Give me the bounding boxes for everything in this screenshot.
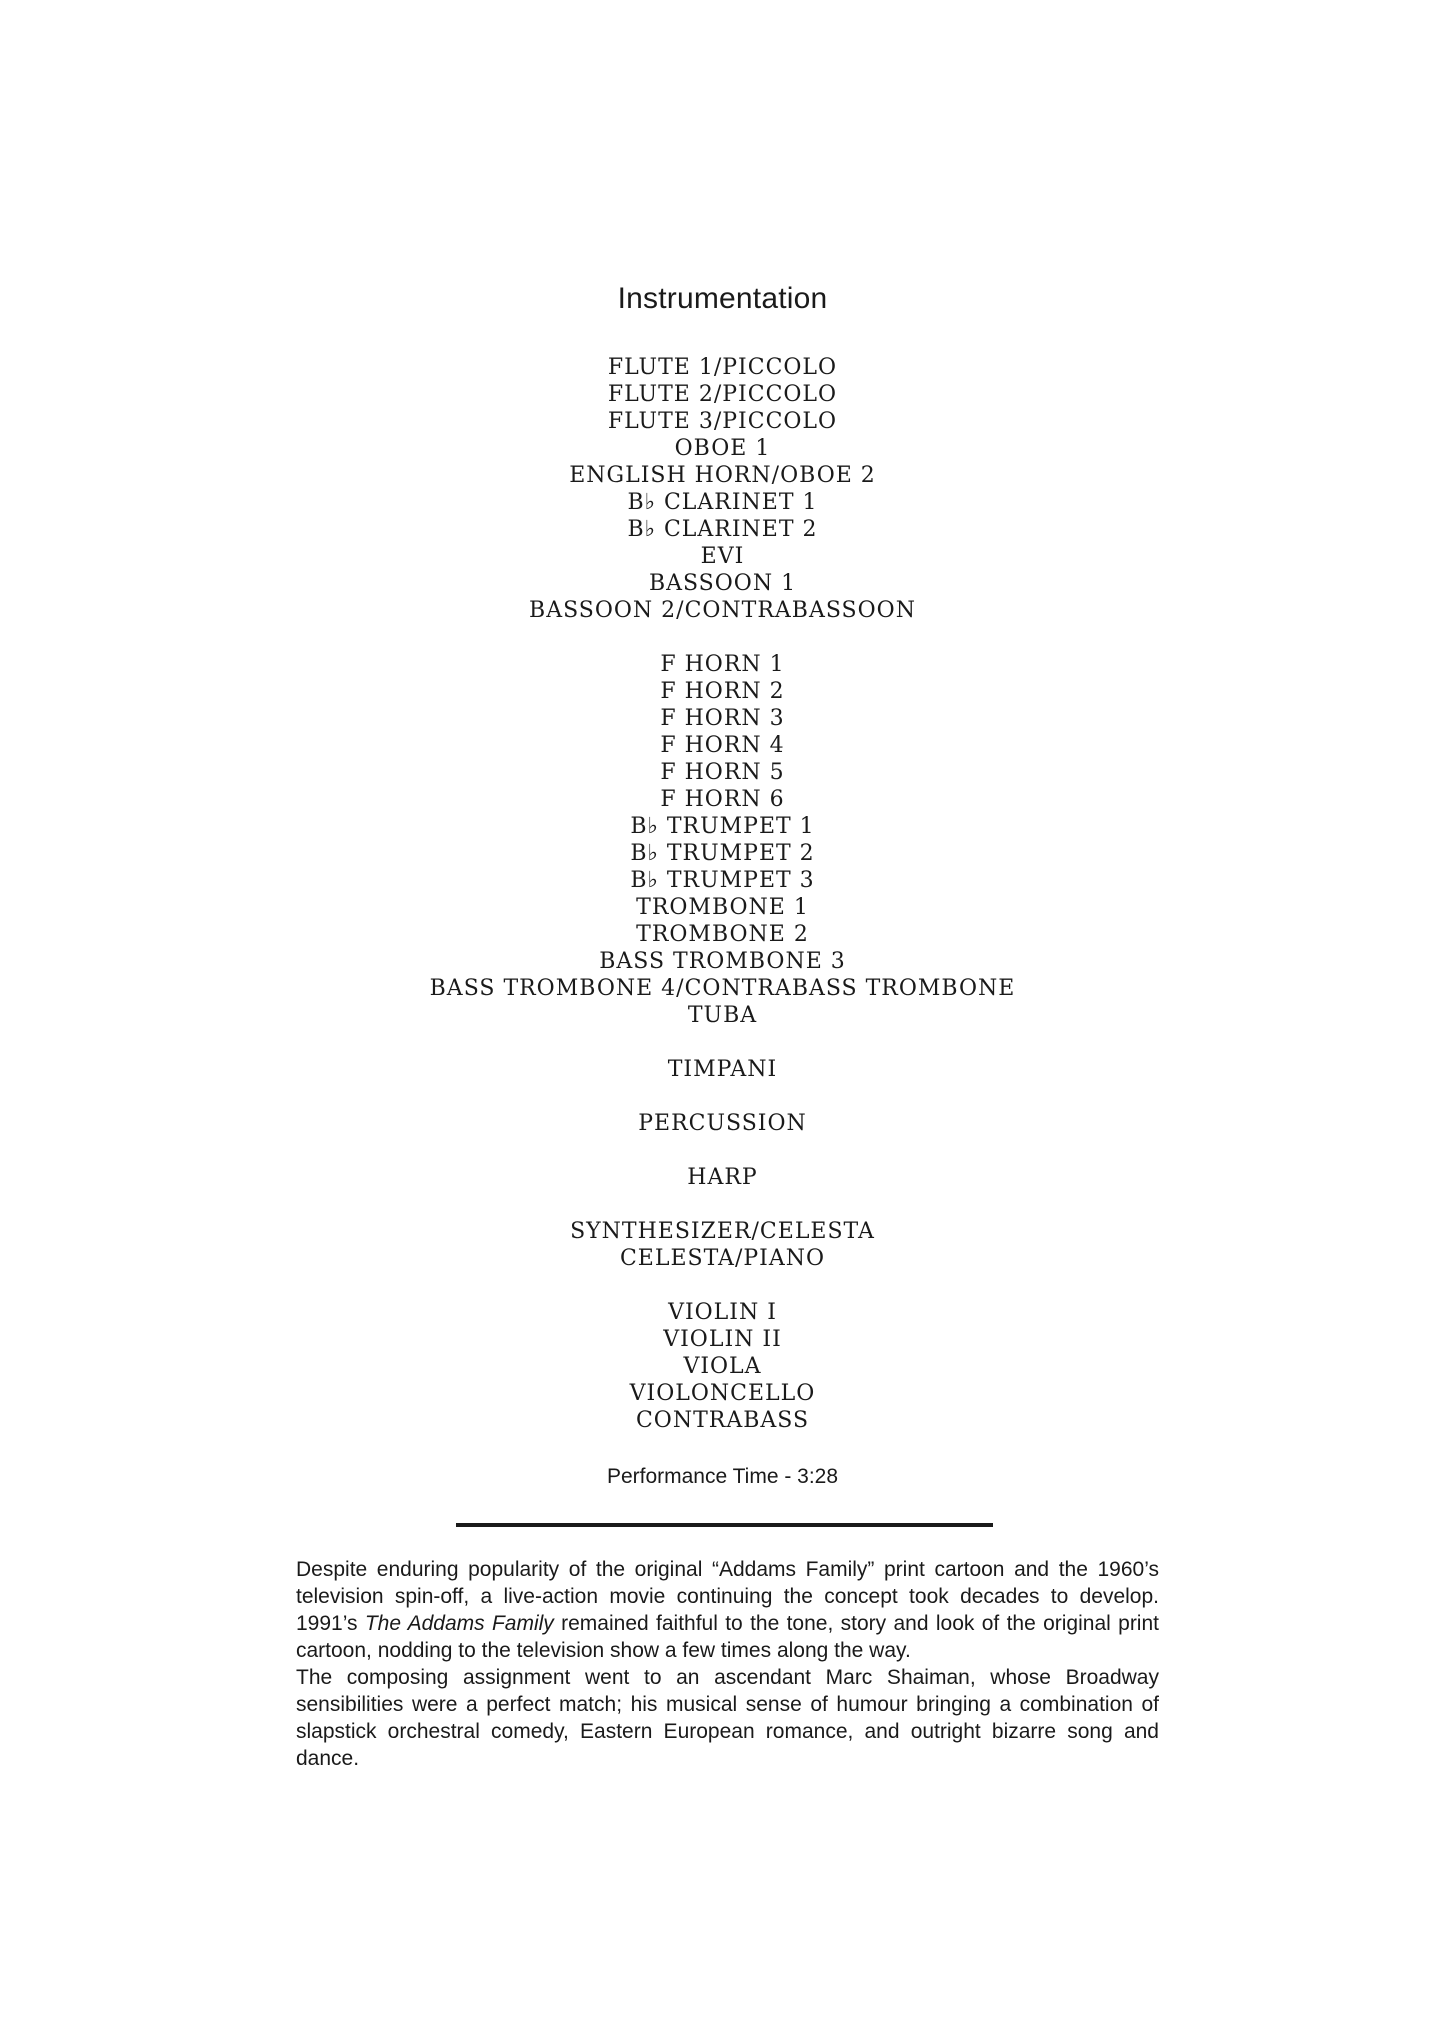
instrument-item: OBOE 1 xyxy=(674,436,771,461)
instrument-item: FLUTE 2/PICCOLO xyxy=(607,382,838,407)
instrument-item: PERCUSSION xyxy=(638,1111,807,1136)
instrument-item: BASS TROMBONE 4/CONTRABASS TROMBONE xyxy=(429,976,1016,1001)
instrument-list xyxy=(0,354,1445,1434)
instrument-item: BASS TROMBONE 3 xyxy=(599,949,846,974)
instrument-item: FLUTE 3/PICCOLO xyxy=(607,409,838,434)
instrument-item: BASSOON 1 xyxy=(648,571,797,596)
instrument-item: F HORN 3 xyxy=(660,706,785,731)
instrument-item: ENGLISH HORN/OBOE 2 xyxy=(569,463,876,488)
notes-text: remained faithful to the tone, story and look of the original print cartoon, nodding to the television show a few times along the way. xyxy=(296,1612,1159,1662)
section-spacer xyxy=(0,1083,1445,1110)
instrument-item: BASSOON 2/CONTRABASSOON xyxy=(529,598,916,623)
instrument-item: TUBA xyxy=(687,1003,758,1028)
instrument-item: F HORN 1 xyxy=(660,652,785,677)
instrument-item: SYNTHESIZER/CELESTA xyxy=(570,1219,875,1244)
film-title: The Addams Family xyxy=(364,1612,554,1635)
instrument-item: VIOLIN II xyxy=(663,1327,782,1352)
section-spacer xyxy=(0,1137,1445,1164)
program-notes xyxy=(296,1556,1159,1772)
section-spacer xyxy=(0,1029,1445,1056)
instrument-item: TROMBONE 1 xyxy=(636,895,809,920)
notes-paragraph: The composing assignment went to an ascendant Marc Shaiman, whose Broadway sensibilities were a perfect match; his musical sense of humour bringing a combination of slapstick orchestral comedy, Eastern European romance, and outright bizarre song and dance. xyxy=(296,1666,1159,1770)
instrument-item: B♭ TRUMPET 1 xyxy=(630,814,815,839)
instrument-item: F HORN 6 xyxy=(660,787,785,812)
instrument-item: F HORN 4 xyxy=(660,733,785,758)
instrument-item: B♭ CLARINET 1 xyxy=(627,490,818,515)
instrument-item: B♭ TRUMPET 3 xyxy=(630,868,815,893)
instrument-item: TROMBONE 2 xyxy=(636,922,809,947)
instrument-item: HARP xyxy=(687,1165,758,1190)
instrument-item: CONTRABASS xyxy=(635,1408,810,1433)
instrument-item: B♭ TRUMPET 2 xyxy=(630,841,815,866)
section-spacer xyxy=(0,1191,1445,1218)
instrument-item: CELESTA/PIANO xyxy=(619,1246,826,1271)
instrument-item: F HORN 2 xyxy=(660,679,785,704)
page-title: Instrumentation xyxy=(617,282,828,315)
instrument-item: VIOLONCELLO xyxy=(629,1381,816,1406)
notes-text: Despite enduring popularity of the original “Addams Family” print cartoon and the 1960’s television spin-off, a live-action movie continuing the concept took decades to develop. 1991’s xyxy=(296,1558,1159,1635)
instrument-item: VIOLA xyxy=(683,1354,762,1379)
instrument-item: TIMPANI xyxy=(667,1057,778,1082)
performance-time: Performance Time - 3:28 xyxy=(606,1465,839,1488)
instrument-item: EVI xyxy=(700,544,745,569)
section-spacer xyxy=(0,1272,1445,1299)
instrument-item: B♭ CLARINET 2 xyxy=(627,517,818,542)
divider-rule xyxy=(456,1523,993,1527)
section-spacer xyxy=(0,624,1445,651)
notes-paragraph xyxy=(296,1556,1159,1664)
instrument-item: F HORN 5 xyxy=(660,760,785,785)
instrument-item: VIOLIN I xyxy=(668,1300,777,1325)
instrument-item: FLUTE 1/PICCOLO xyxy=(607,355,838,380)
